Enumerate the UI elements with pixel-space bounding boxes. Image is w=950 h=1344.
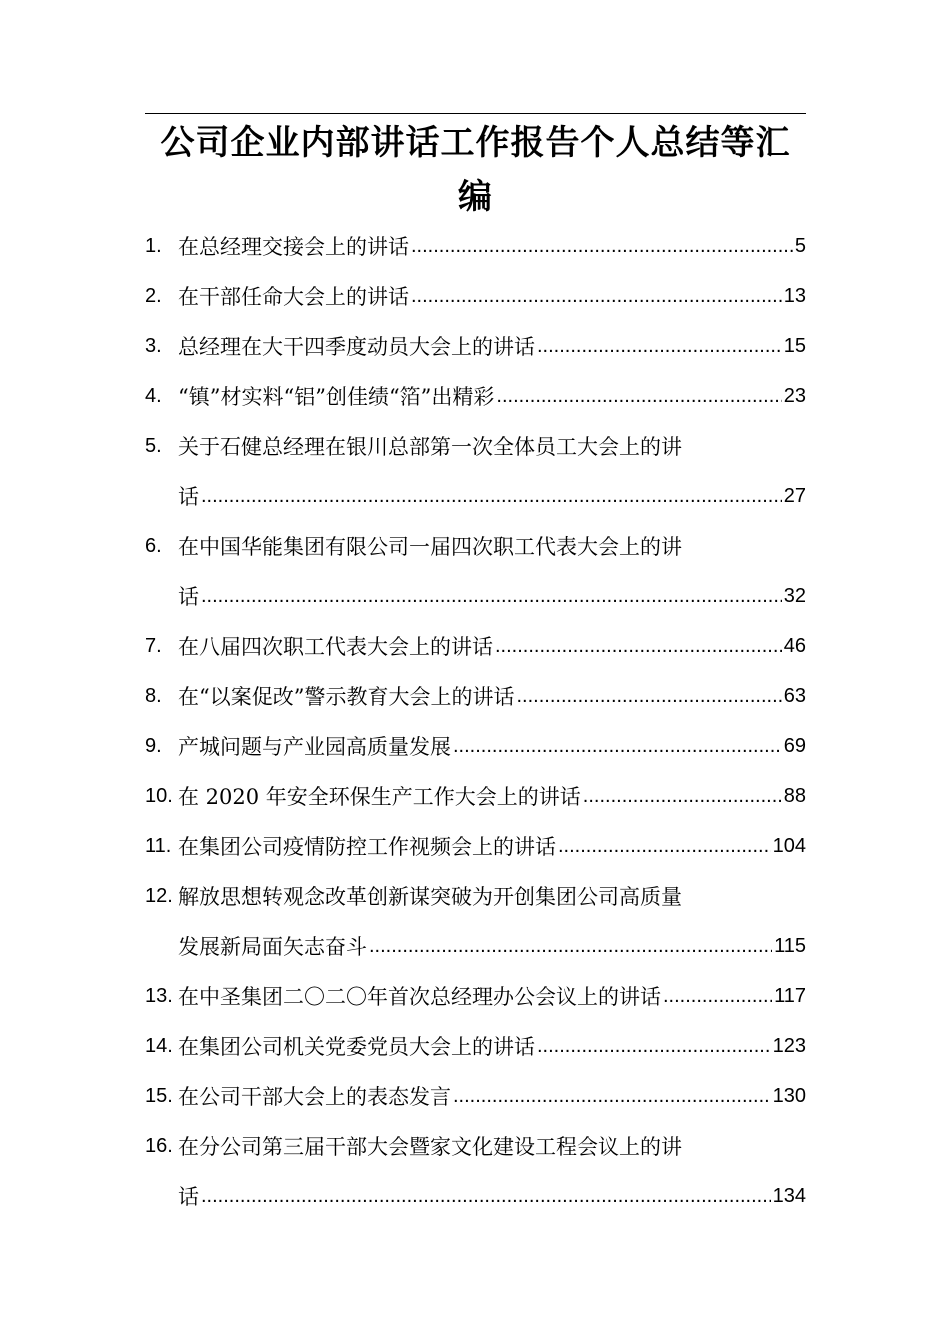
toc-entry-number: 12. [145, 885, 173, 907]
toc-entry[interactable] [145, 621, 806, 671]
toc-entry-number: 15. [145, 1085, 173, 1107]
toc-page-number: 69 [783, 734, 806, 757]
toc-entry-title: 在中国华能集团有限公司一届四次职工代表大会上的讲 [178, 535, 682, 559]
toc-entry[interactable] [145, 971, 806, 1021]
toc-entry[interactable] [145, 771, 806, 821]
toc-entry-title: 在“以案促改”警示教育大会上的讲话 [178, 685, 515, 709]
toc-entry-title: 解放思想转观念改革创新谋突破为开创集团公司高质量 [178, 885, 682, 909]
toc-page-number: 88 [783, 784, 806, 807]
toc-dot-leader [663, 985, 772, 1008]
toc-entry-number: 1. [145, 235, 162, 257]
toc-entry-number: 2. [145, 285, 162, 307]
toc-entry[interactable] [145, 521, 806, 621]
toc-entry[interactable] [145, 871, 806, 971]
toc-dot-leader [411, 285, 782, 308]
toc-dot-leader [201, 1185, 771, 1208]
toc-entry-title: 总经理在大干四季度动员大会上的讲话 [178, 335, 535, 359]
toc-page-number: 115 [774, 934, 806, 957]
toc-dot-leader [537, 1035, 771, 1058]
toc-page-number: 15 [783, 334, 806, 357]
toc-entry-number: 14. [145, 1035, 173, 1057]
toc-entry-title: 在八届四次职工代表大会上的讲话 [178, 635, 493, 659]
toc-dot-leader [411, 235, 793, 258]
toc-entry[interactable] [145, 1121, 806, 1221]
toc-entry-title: 话 [178, 585, 199, 609]
toc-entry[interactable] [145, 221, 806, 271]
toc-entry-title: 在 2020 年安全环保生产工作大会上的讲话 [178, 785, 581, 809]
toc-dot-leader [201, 585, 782, 608]
toc-entry-number: 5. [145, 435, 162, 457]
toc-page-number: 32 [783, 584, 806, 607]
toc-dot-leader [495, 635, 782, 658]
toc-entry-title: 话 [178, 1185, 199, 1209]
toc-dot-leader [453, 1085, 771, 1108]
toc-entry-title: 在干部任命大会上的讲话 [178, 285, 409, 309]
toc-entry-title: 产城问题与产业园高质量发展 [178, 735, 451, 759]
toc-entry-title: 在分公司第三届干部大会暨家文化建设工程会议上的讲 [178, 1135, 682, 1159]
toc-dot-leader [558, 835, 771, 858]
toc-page-number: 123 [772, 1034, 806, 1057]
toc-entry-title: 在集团公司机关党委党员大会上的讲话 [178, 1035, 535, 1059]
toc-entry-title: 发展新局面矢志奋斗 [178, 935, 367, 959]
toc-entry-number: 13. [145, 985, 173, 1007]
toc-entry-title: 话 [178, 485, 199, 509]
toc-dot-leader [369, 935, 772, 958]
toc-entry[interactable] [145, 721, 806, 771]
toc-page-number: 27 [783, 484, 806, 507]
toc-entry-number: 3. [145, 335, 162, 357]
toc-entry-title: 在中圣集团二〇二〇年首次总经理办公会议上的讲话 [178, 985, 661, 1009]
toc-entry-title: 在总经理交接会上的讲话 [178, 235, 409, 259]
toc-entry[interactable] [145, 371, 806, 421]
toc-page-number: 23 [783, 384, 806, 407]
toc-dot-leader [496, 385, 781, 408]
toc-page-number: 134 [772, 1184, 806, 1207]
toc-entry-number: 4. [145, 385, 162, 407]
toc-entry[interactable] [145, 821, 806, 871]
toc-entry-title: 在公司干部大会上的表态发言 [178, 1085, 451, 1109]
table-of-contents [145, 221, 806, 1221]
toc-entry-number: 9. [145, 735, 162, 757]
toc-entry[interactable] [145, 671, 806, 721]
toc-dot-leader [583, 785, 782, 808]
toc-entry-title: “镇”材实料“铝”创佳绩“箔”出精彩 [178, 385, 495, 409]
toc-entry[interactable] [145, 271, 806, 321]
toc-dot-leader [537, 335, 782, 358]
toc-entry-number: 16. [145, 1135, 173, 1157]
toc-page-number: 117 [774, 984, 806, 1007]
document-title: 公司企业内部讲话工作报告个人总结等汇编 [160, 123, 791, 217]
toc-entry-title: 关于石健总经理在银川总部第一次全体员工大会上的讲 [178, 435, 682, 459]
toc-entry-number: 6. [145, 535, 162, 557]
toc-page-number: 130 [772, 1084, 806, 1107]
toc-dot-leader [516, 685, 781, 708]
toc-page-number: 63 [783, 684, 806, 707]
toc-entry-number: 7. [145, 635, 162, 657]
toc-page-number: 46 [783, 634, 806, 657]
toc-page-number: 13 [783, 284, 806, 307]
toc-entry[interactable] [145, 1071, 806, 1121]
toc-entry-title: 在集团公司疫情防控工作视频会上的讲话 [178, 835, 556, 859]
toc-entry[interactable] [145, 321, 806, 371]
toc-dot-leader [453, 735, 782, 758]
toc-entry-number: 10. [145, 785, 173, 807]
toc-entry[interactable] [145, 421, 806, 521]
toc-entry-number: 11. [145, 835, 172, 857]
header-rule [145, 113, 806, 114]
toc-dot-leader [201, 485, 782, 508]
toc-page-number: 5 [794, 234, 806, 257]
toc-entry[interactable] [145, 1021, 806, 1071]
toc-page-number: 104 [772, 834, 806, 857]
toc-entry-number: 8. [145, 685, 162, 707]
